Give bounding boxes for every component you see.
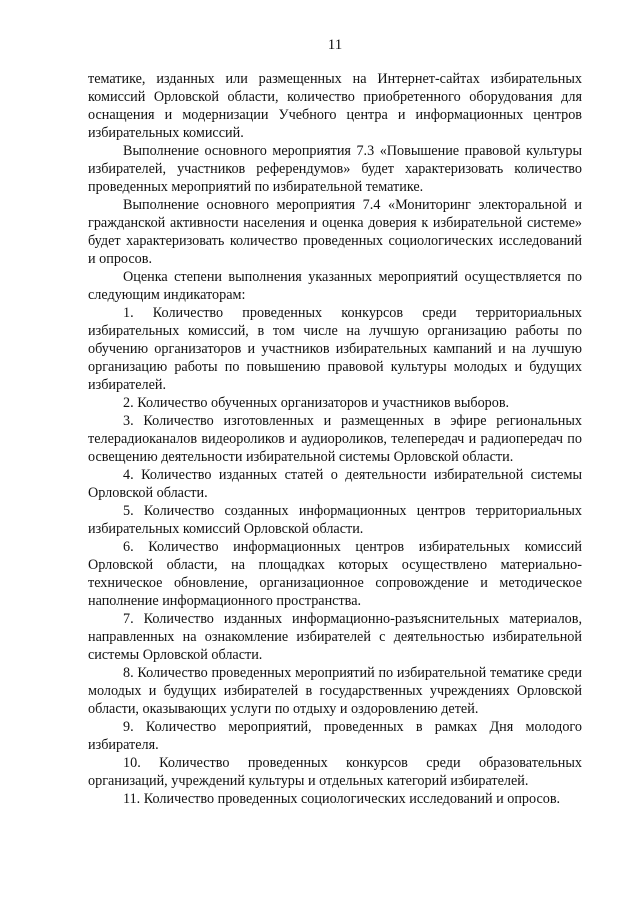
paragraph-measure-7-3: Выполнение основного мероприятия 7.3 «Повышение правовой культуры избирателей, участников референдумов» будет характеризовать количество проведенных мероприятий по избирательной тематике. — [88, 143, 582, 195]
indicator-item-11: 11. Количество проведенных социологических исследований и опросов. — [123, 791, 561, 807]
page-number: 11 — [327, 37, 343, 53]
paragraph-continuation: тематике, изданных или размещенных на Интернет-сайтах избирательных комиссий Орловской области, количество приобретенного оборудования для оснащения и модернизации Учебного центра и информационных центров избирательных комиссий. — [88, 71, 582, 141]
indicator-item-7: 7. Количество изданных информационно-разъяснительных материалов, направленных на ознакомление избирателей с деятельностью избирательной системы Орловской области. — [88, 611, 582, 663]
indicator-item-8: 8. Количество проведенных мероприятий по избирательной тематике среди молодых и будущих избирателей в государственных учреждениях Орловской области, оказывающих услуги по отдыху и оздоровлению детей. — [88, 665, 582, 717]
paragraph-measure-7-4: Выполнение основного мероприятия 7.4 «Мониторинг электоральной и гражданской активности населения и оценка доверия к избирательной системе» будет характеризовать количество проведенных социологических исследований и опросов. — [88, 197, 582, 267]
paragraph-indicators-intro: Оценка степени выполнения указанных мероприятий осуществляется по следующим индикаторам: — [88, 269, 582, 303]
indicator-item-6: 6. Количество информационных центров избирательных комиссий Орловской области, на площадках которых осуществлено материально-техническое обновление, организационное сопровождение и методическое наполнение информационного пространства. — [88, 539, 582, 609]
indicator-item-5: 5. Количество созданных информационных центров территориальных избирательных комиссий Орловской области. — [88, 503, 582, 537]
indicator-item-4: 4. Количество изданных статей о деятельности избирательной системы Орловской области. — [88, 467, 582, 501]
indicator-item-10: 10. Количество проведенных конкурсов среди образовательных организаций, учреждений культуры и отдельных категорий избирателей. — [88, 755, 582, 789]
indicator-item-1: 1. Количество проведенных конкурсов среди территориальных избирательных комиссий, в том числе на лучшую организацию работы по обучению организаторов и участников избирательных кампаний и на лучшую организацию работы по повышению правовой культуры молодых и будущих избирателей. — [88, 305, 582, 393]
indicator-item-2: 2. Количество обученных организаторов и участников выборов. — [123, 395, 510, 411]
indicator-item-3: 3. Количество изготовленных и размещенных в эфире региональных телерадиоканалов видеороликов и аудиороликов, телепередач и радиопередач по освещению деятельности избирательной системы Орловской области. — [88, 413, 582, 465]
document-body — [88, 70, 582, 808]
indicator-item-9: 9. Количество мероприятий, проведенных в рамках Дня молодого избирателя. — [88, 719, 582, 753]
